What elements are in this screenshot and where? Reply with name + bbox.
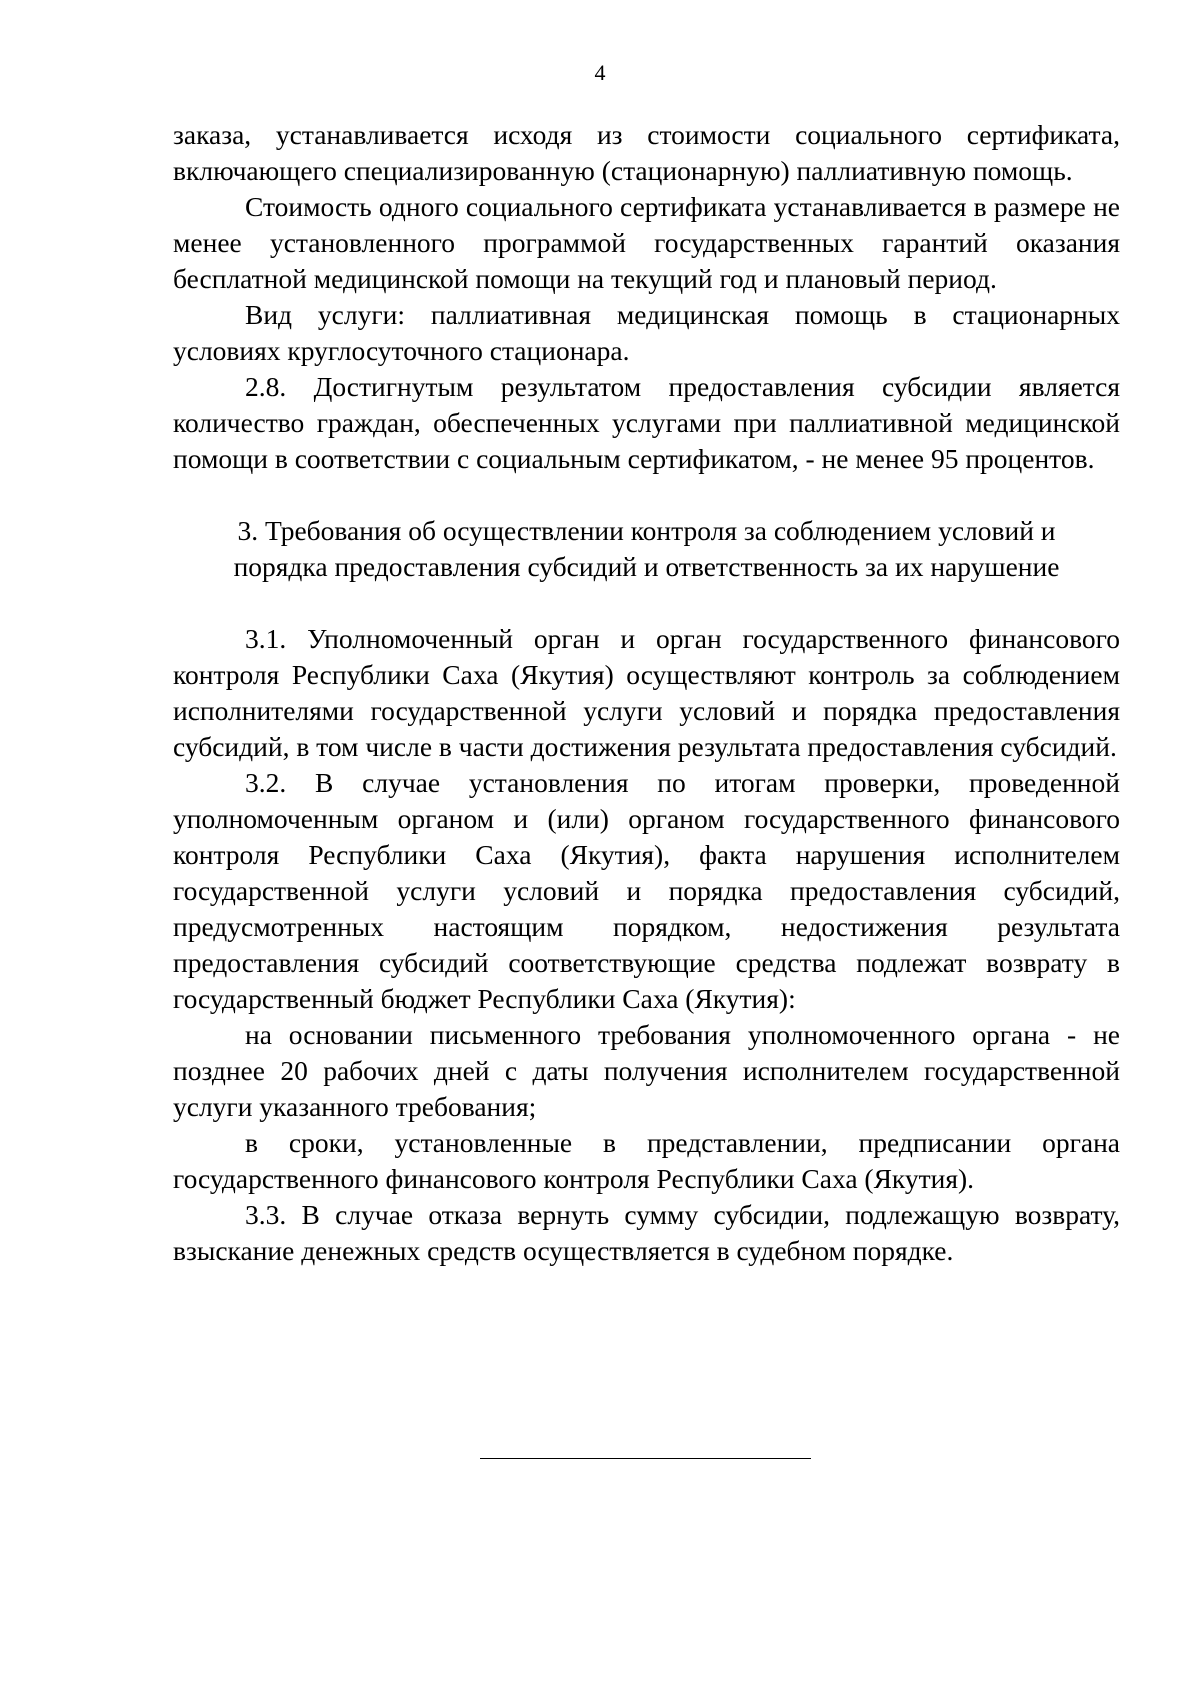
paragraph-3-2: 3.2. В случае установления по итогам проверки, проведенной уполномоченным органом и (или) органом государственного финансового контроля Республики Саха (Якутия), факта нарушения исполнителем государственной услуги условий и порядка предоставления субсидий, предусмотренных настоящим порядком, недостижения результата предоставления субсидий соответствующие средства подлежат возврату в государственный бюджет Республики Саха (Якутия): xyxy=(173,767,1120,1014)
document-body xyxy=(173,117,1120,1269)
paragraph-3-1: 3.1. Уполномоченный орган и орган государственного финансового контроля Республики Саха (Якутия) осуществляют контроль за соблюдением исполнителями государственной услуги условий и порядка предоставления субсидий, в том числе в части достижения результата предоставления субсидий. xyxy=(173,623,1120,762)
paragraph-3-3: 3.3. В случае отказа вернуть сумму субсидии, подлежащую возврату, взыскание денежных средств осуществляется в судебном порядке. xyxy=(173,1199,1120,1266)
paragraph-2-8: 2.8. Достигнутым результатом предоставления субсидии является количество граждан, обеспеченных услугами при паллиативной медицинской помощи в соответствии с социальным сертификатом, - не менее 95 процентов. xyxy=(173,371,1120,474)
section-3-heading: 3. Требования об осуществлении контроля за соблюдением условий и порядка предоставления субсидий и ответственность за их нарушение xyxy=(233,515,1060,582)
paragraph-continuation: заказа, устанавливается исходя из стоимости социального сертификата, включающего специализированную (стационарную) паллиативную помощь. xyxy=(173,119,1120,186)
paragraph-3-2-terms: в сроки, установленные в представлении, предписании органа государственного финансового контроля Республики Саха (Якутия). xyxy=(173,1127,1120,1194)
paragraph-certificate-cost: Стоимость одного социального сертификата устанавливается в размере не менее установленного программой государственных гарантий оказания бесплатной медицинской помощи на текущий год и плановый период. xyxy=(173,191,1120,294)
paragraph-3-2-written-demand: на основании письменного требования уполномоченного органа - не позднее 20 рабочих дней с даты получения исполнителем государственной услуги указанного требования; xyxy=(173,1019,1120,1122)
paragraph-service-type: Вид услуги: паллиативная медицинская помощь в стационарных условиях круглосуточного стационара. xyxy=(173,299,1120,366)
end-of-document-line xyxy=(480,1458,811,1459)
page-number: 4 xyxy=(594,60,606,85)
